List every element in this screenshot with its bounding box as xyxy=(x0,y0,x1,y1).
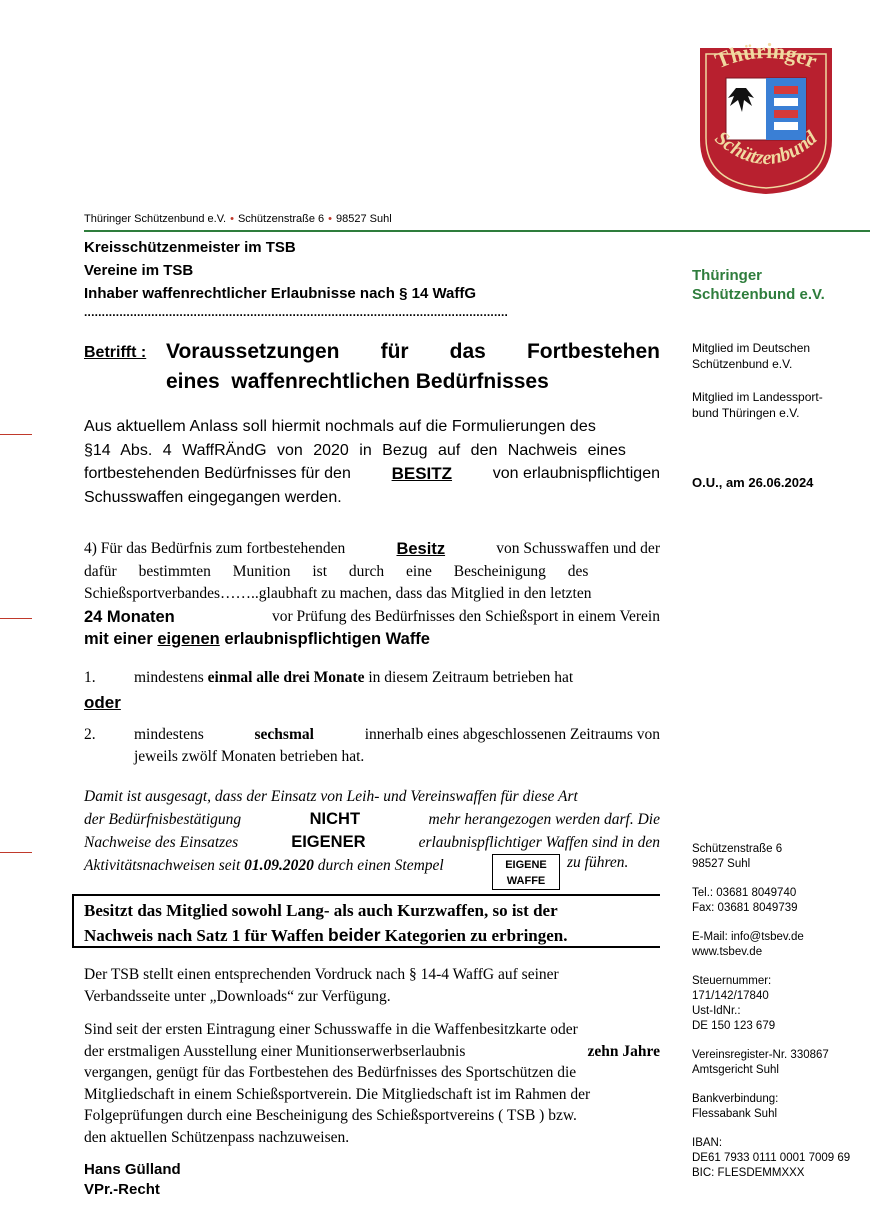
body-text: Damit ist ausgesagt, dass der Einsatz von Leih- und Vereinswaffen für diese Art xyxy=(84,788,578,805)
vat-label: Ust-IdNr.: xyxy=(692,1005,741,1017)
intro-line xyxy=(84,415,660,439)
emphasis-text: erlaubnispflichtigen Waffe xyxy=(224,630,430,648)
body-line xyxy=(84,964,660,986)
body-line xyxy=(84,785,660,808)
body-line xyxy=(84,986,660,1008)
list-number: 2. xyxy=(84,726,96,743)
intro-text: §14 Abs. 4 WaffRÄndG von 2020 in Bezug auf den Nachweis eines xyxy=(84,441,626,459)
body-text: Verbandsseite unter „Downloads“ zur Verfügung. xyxy=(84,987,391,1005)
body-text: zu führen. xyxy=(567,854,629,871)
body-text: Mitgliedschaft in einem Schießsportverein. Die Mitgliedschaft ist im Rahmen der xyxy=(84,1085,591,1103)
vat-number: DE 150 123 679 xyxy=(692,1020,776,1032)
emphasis-text: einmal alle drei Monate xyxy=(207,669,365,686)
boxed-text: Nachweis nach Satz 1 für Waffen xyxy=(84,926,324,945)
body-line xyxy=(84,538,660,561)
body-line xyxy=(84,606,660,629)
body-text: von Schusswaffen und der xyxy=(496,540,660,557)
logo-text-bottom: Schützenbund xyxy=(710,127,822,170)
body-line xyxy=(84,561,660,584)
membership-line: Mitglied im Landessport- xyxy=(692,390,823,404)
body-text: Folgeprüfungen durch eine Bescheinigung des Schießsportvereins ( TSB ) bzw. xyxy=(84,1107,577,1124)
tax-number: 171/142/17840 xyxy=(692,990,769,1002)
boxed-line: Besitzt das Mitglied sowohl Lang- als auch Kurzwaffen, so ist der xyxy=(84,901,558,920)
contact-website: www.tsbev.de xyxy=(692,946,763,958)
intro-text: fortbestehenden Bedürfnisses für den xyxy=(84,465,351,482)
body-text: 4) Für das Bedürfnis zum fortbestehenden xyxy=(84,540,346,557)
body-text: erlaubnispflichtiger Waffen sind in den xyxy=(418,834,660,851)
body-text: Schießsportverbandes……..glaubhaft zu machen, dass das Mitglied in den letzten xyxy=(84,585,592,602)
intro-line xyxy=(84,486,660,510)
dotted-separator: ........................................................................................................................ xyxy=(84,305,509,319)
body-text: mindestens xyxy=(134,726,204,743)
boxed-statement xyxy=(84,899,664,948)
separator-dot: • xyxy=(328,213,333,225)
recipient-line: Kreisschützenmeister im TSB xyxy=(84,239,296,256)
paragraph-vordruck xyxy=(84,964,660,1007)
body-text: Aktivitätsnachweisen seit xyxy=(84,857,241,874)
logo-emblem-icon xyxy=(694,40,838,196)
body-text: den aktuellen Schützenpass nachzuweisen. xyxy=(84,1128,350,1146)
membership-lsb xyxy=(692,389,823,421)
body-text: der erstmaligen Ausstellung einer Munitionserwerbserlaubnis xyxy=(84,1042,466,1060)
body-text: mehr herangezogen werden darf. Die xyxy=(428,811,660,828)
bank-name: Flessabank Suhl xyxy=(692,1108,778,1120)
membership-dsb xyxy=(692,340,810,372)
fold-mark-middle xyxy=(0,618,32,619)
separator-dot: • xyxy=(230,213,234,225)
contact-details xyxy=(692,842,850,1181)
intro-paragraph xyxy=(84,415,660,509)
body-line xyxy=(84,808,660,831)
intro-text: von erlaubnispflichtigen xyxy=(492,465,660,482)
body-line xyxy=(84,1019,660,1041)
body-text: der Bedürfnisbestätigung xyxy=(84,811,242,828)
tsb-logo xyxy=(694,40,838,196)
emphasis-nicht: NICHT xyxy=(309,810,361,828)
org-name-line: Thüringer xyxy=(692,267,762,284)
contact-phone: Tel.: 03681 8049740 xyxy=(692,887,797,899)
membership-line: Mitglied im Deutschen xyxy=(692,341,811,355)
oder-label: oder xyxy=(84,693,121,712)
subject-word: Fortbestehen xyxy=(526,340,660,363)
body-line xyxy=(84,1084,660,1106)
body-text: vergangen, genügt für das Fortbestehen des Bedürfnisses des Sportschützen die xyxy=(84,1064,577,1081)
subject-line-1 xyxy=(166,340,660,364)
intro-text: Schusswaffen eingegangen werden. xyxy=(84,488,342,506)
emphasis-24-monate: 24 Monaten xyxy=(84,607,175,626)
register-court: Amtsgericht Suhl xyxy=(692,1064,779,1076)
contact-city: 98527 Suhl xyxy=(692,858,751,870)
membership-line: Schützenbund e.V. xyxy=(692,357,793,371)
subject-label: Betrifft : xyxy=(84,344,147,361)
bank-label: Bankverbindung: xyxy=(692,1093,779,1105)
iban-number: DE61 7933 0111 0001 7009 69 xyxy=(692,1152,851,1164)
emphasis-eigener: EIGENER xyxy=(291,833,366,851)
letter-date: O.U., am 26.06.2024 xyxy=(692,475,814,490)
paragraph-zehn-jahre xyxy=(84,1019,660,1148)
list-item xyxy=(84,724,660,768)
intro-text: Aus aktuellem Anlass soll hiermit nochmals auf die Formulierungen des xyxy=(84,418,597,435)
iban-label: IBAN: xyxy=(692,1137,723,1149)
subject-word: das xyxy=(449,340,486,363)
emphasis-eigenen: eigenen xyxy=(157,630,220,648)
emphasis-text: mit einer xyxy=(84,630,153,648)
contact-email: E-Mail: info@tsbev.de xyxy=(692,931,804,943)
emphasis-beider: beider xyxy=(328,925,381,945)
sender-org: Thüringer Schützenbund e.V. xyxy=(84,213,227,225)
bic-code: BIC: FLESDEMMXXX xyxy=(692,1167,805,1179)
sender-line xyxy=(84,213,392,225)
intro-line xyxy=(84,462,660,486)
subject-word: für xyxy=(380,340,409,363)
body-text: mindestens xyxy=(134,669,204,686)
intro-line xyxy=(84,439,660,463)
contact-fax: Fax: 03681 8049739 xyxy=(692,902,798,914)
fold-mark-bottom xyxy=(0,852,32,853)
subject-word: Voraussetzungen xyxy=(166,340,340,363)
body-text: Sind seit der ersten Eintragung einer Schusswaffe in die Waffenbesitzkarte oder xyxy=(84,1021,578,1038)
logo-text-top: Thüringer xyxy=(711,40,821,74)
body-text: in diesem Zeitraum betrieben hat xyxy=(368,669,574,686)
body-line xyxy=(84,583,660,606)
signatory-role: VPr.-Recht xyxy=(84,1181,160,1198)
stamp-line: EIGENE xyxy=(505,859,547,871)
signature-block xyxy=(84,1160,181,1200)
body-line xyxy=(134,746,660,768)
signatory-name: Hans Gülland xyxy=(84,1161,181,1178)
paragraph-4 xyxy=(84,538,660,651)
body-line xyxy=(84,628,660,651)
body-text: innerhalb eines abgeschlossenen Zeitraums von xyxy=(364,726,660,743)
recipient-block xyxy=(84,236,476,305)
body-line xyxy=(84,1127,660,1149)
subject-line-2: eines waffenrechtlichen Bedürfnisses xyxy=(166,370,549,393)
boxed-line xyxy=(84,923,664,948)
recipient-line: Inhaber waffenrechtlicher Erlaubnisse nach § 14 WaffG xyxy=(84,285,477,302)
boxed-text: Kategorien zu erbringen. xyxy=(384,926,568,945)
fold-mark-top xyxy=(0,434,32,435)
emphasis-besitz: BESITZ xyxy=(391,464,453,483)
register-number: Vereinsregister-Nr. 330867 xyxy=(692,1049,829,1061)
body-line xyxy=(84,1105,660,1127)
emphasis-zehn-jahre: zehn Jahre xyxy=(587,1042,660,1060)
body-text: Der TSB stellt einen entsprechenden Vordruck nach § 14-4 WaffG auf seiner xyxy=(84,966,559,983)
body-text: durch einen Stempel xyxy=(317,857,444,874)
body-text: jeweils zwölf Monaten betrieben hat. xyxy=(134,748,365,765)
body-line xyxy=(84,1062,660,1084)
tax-label: Steuernummer: xyxy=(692,975,772,987)
emphasis-besitz: Besitz xyxy=(396,540,446,558)
body-text: dafür bestimmten Munition ist durch eine Bescheinigung des xyxy=(84,562,589,580)
body-line xyxy=(84,831,660,854)
sender-street: Schützenstraße 6 xyxy=(237,213,325,225)
body-text: Nachweise des Einsatzes xyxy=(84,834,239,851)
org-name-line: Schützenbund e.V. xyxy=(692,286,825,303)
emphasis-date: 01.09.2020 xyxy=(244,857,314,874)
sidebar-org-name xyxy=(692,266,825,304)
contact-street: Schützenstraße 6 xyxy=(692,843,783,855)
stamp-eigene-waffe xyxy=(492,854,560,890)
header-divider xyxy=(84,230,870,232)
stamp-line: WAFFE xyxy=(506,875,546,887)
recipient-line: Vereine im TSB xyxy=(84,262,194,279)
body-text: vor Prüfung des Bedürfnisses den Schießsport in einem Verein xyxy=(271,607,660,625)
body-line xyxy=(134,724,660,746)
list-item xyxy=(84,669,660,687)
list-number: 1. xyxy=(84,669,96,686)
sender-city: 98527 Suhl xyxy=(336,213,392,225)
body-line xyxy=(84,1041,660,1063)
membership-line: bund Thüringen e.V. xyxy=(692,406,800,420)
emphasis-text: sechsmal xyxy=(254,726,314,743)
